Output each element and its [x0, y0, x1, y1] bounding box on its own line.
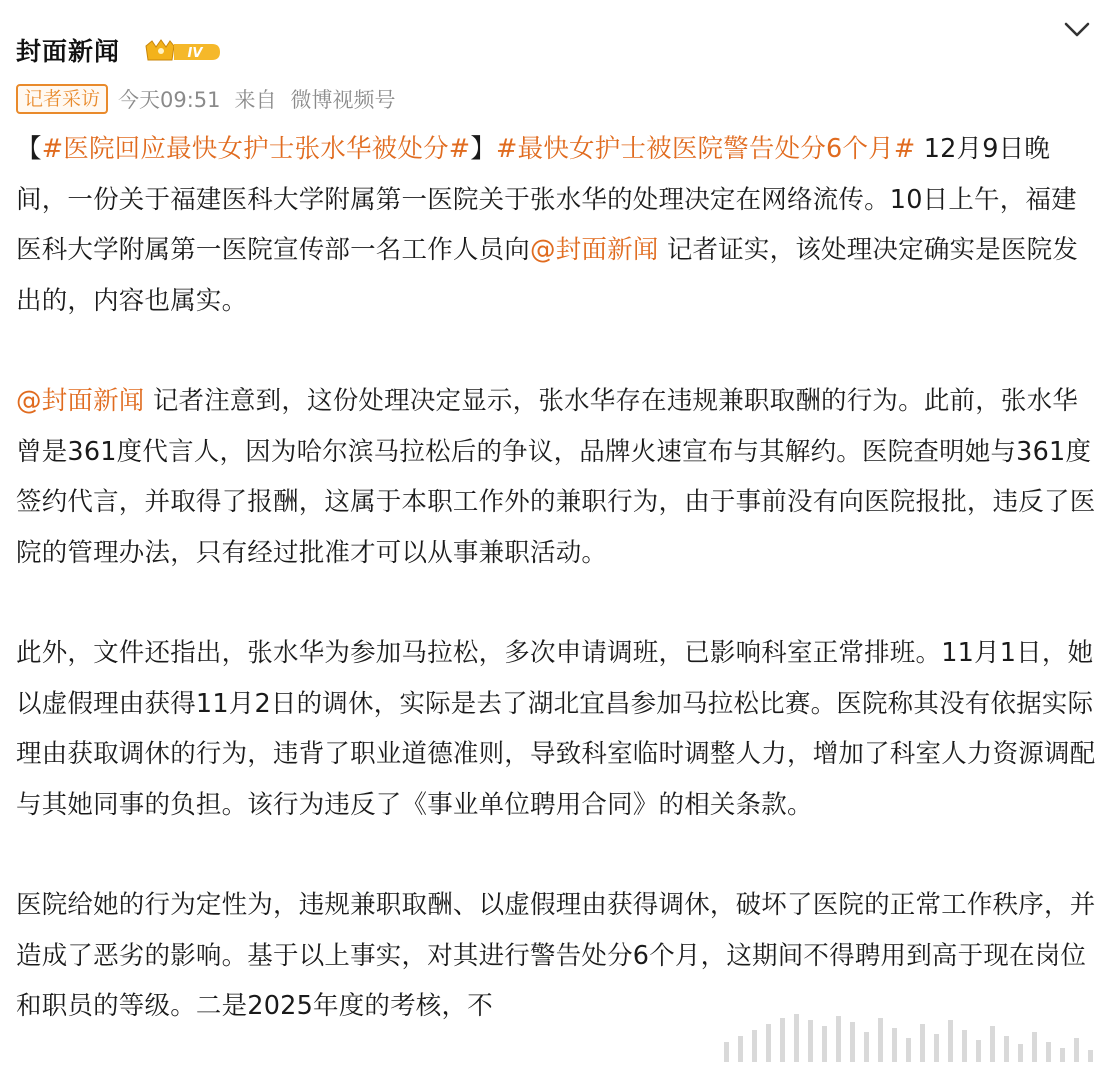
- paragraph-4: 医院给她的行为定性为，违规兼职取酬、以虚假理由获得调休，破坏了医院的正常工作秩序，并造成了恶劣的影响。基于以上事实，对其进行警告处分6个月，这期间不得聘用到高于现在岗位和职员的等级。二是2025年度的考核，不: [16, 890, 1096, 1021]
- post-source[interactable]: 微博视频号: [290, 88, 396, 112]
- hashtag-link[interactable]: #医院回应最快女护士张水华被处分#: [41, 134, 471, 164]
- source-prefix: 来自: [234, 88, 277, 112]
- bracket-open: 【: [16, 134, 42, 164]
- chevron-down-icon[interactable]: [1060, 12, 1094, 46]
- post-time: 今天09:51: [118, 88, 221, 112]
- paragraph-3: 此外，文件还指出，张水华为参加马拉松，多次申请调班，已影响科室正常排班。11月1日，她以虚假理由获得11月2日的调休，实际是去了湖北宜昌参加马拉松比赛。医院称其没有依据实际理由获取调休的行为，违背了职业道德准则，导致科室临时调整人力，增加了科室人力资源调配与其她同事的负担。该行为违反了《事业单位聘用合同》的相关条款。: [16, 638, 1096, 820]
- post-content: [16, 124, 1096, 1032]
- author-name[interactable]: 封面新闻: [16, 37, 121, 66]
- post-header: [16, 32, 1102, 76]
- level-badge-text: IV: [187, 46, 203, 61]
- paragraph-1: [16, 124, 1096, 326]
- paragraph-text: 12月9日晚间，一份关于福建医科大学附属第一医院关于张水华的处理决定在网络流传。10日上午，福建医科大学附属第一医院宣传部一名工作人员向: [16, 134, 1077, 265]
- paragraph-text: 记者证实，该处理决定确实是医院发出的，内容也属实。: [16, 235, 1079, 316]
- signal-bars-icon: [714, 1012, 1106, 1064]
- mention-link[interactable]: @封面新闻: [16, 386, 145, 416]
- post-meta: [16, 84, 396, 114]
- paragraph-2: [16, 376, 1096, 578]
- reporter-interview-tag: 记者采访: [16, 84, 108, 114]
- hashtag-link[interactable]: #最快女护士被医院警告处分6个月#: [496, 134, 916, 164]
- bracket-close: 】: [470, 134, 497, 164]
- mention-link[interactable]: @封面新闻: [530, 235, 659, 265]
- paragraph-text: 记者注意到，这份处理决定显示，张水华存在违规兼职取酬的行为。此前，张水华曾是361度代言人，因为哈尔滨马拉松后的争议，品牌火速宣布与其解约。医院查明她与361度签约代言，并取得了报酬，这属于本职工作外的兼职行为，由于事前没有向医院报批，违反了医院的管理办法，只有经过批准才可以从事兼职活动。: [16, 386, 1096, 568]
- crown-level-icon: [144, 38, 224, 66]
